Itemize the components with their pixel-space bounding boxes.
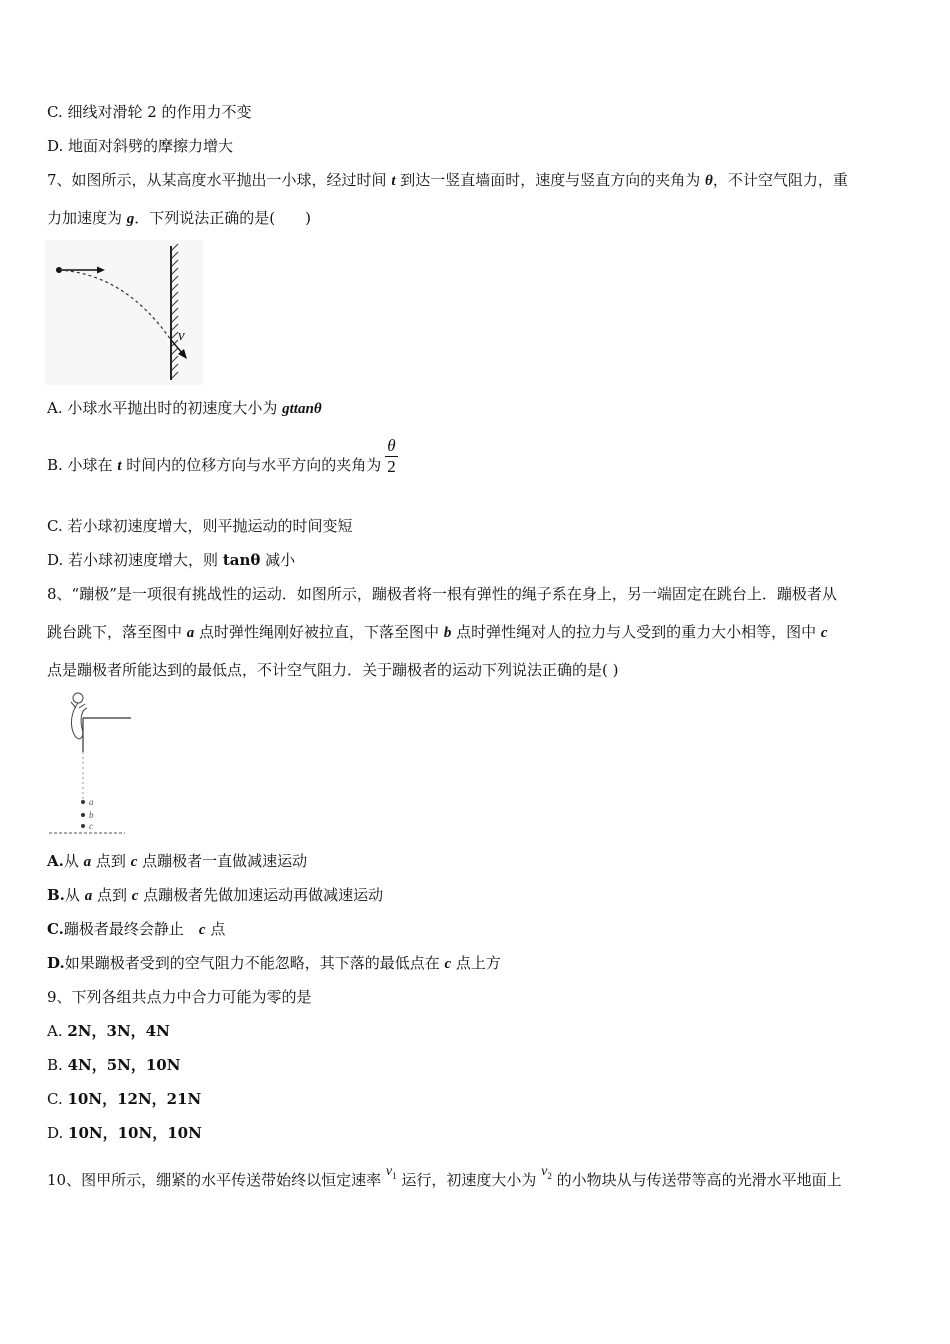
q7-stem-line2: 力加速度为 g．下列说法正确的是( ) — [47, 209, 311, 227]
q8-option-a: A.从 a 点到 c 点蹦极者一直做减速运动 — [47, 852, 308, 870]
q10-stem: 10、图甲所示，绷紧的水平传送带始终以恒定速率 $v_1$ 运行，初速度大小为 $v_2$ 的小物块从与传送带等高的光滑水平地面上 — [47, 1164, 842, 1189]
point-a-label: a — [89, 797, 94, 807]
q8-stem-line1: 8、“蹦极”是一项很有挑战性的运动．如图所示，蹦极者将一根有弹性的绳子系在身上，另一端固定在跳台上．蹦极者从 — [47, 585, 837, 603]
q8-option-d: D.如果蹦极者受到的空气阻力不能忽略，其下落的最低点在 c 点上方 — [47, 954, 501, 972]
q9-option-b: B. 4N，5N，10N — [47, 1056, 181, 1074]
velocity-label: v — [178, 328, 185, 344]
q8-option-b: B.从 a 点到 c 点蹦极者先做加速运动再做减速运动 — [47, 886, 384, 904]
q9-stem: 9、下列各组共点力中合力可能为零的是 — [47, 988, 312, 1006]
q6-option-c: C. 细线对滑轮 2 的作用力不变 — [47, 103, 252, 121]
q7-projectile-figure — [45, 240, 203, 385]
q7-option-a: A. 小球水平抛出时的初速度大小为 gttanθ — [47, 399, 322, 417]
point-c-label: c — [89, 821, 93, 831]
q7-option-c: C. 若小球初速度增大，则平抛运动的时间变短 — [47, 517, 353, 535]
q8-option-c: C.蹦极者最终会静止 c 点 — [47, 920, 226, 938]
v1-symbol: $v_1$ — [385, 1164, 397, 1181]
jumper-icon — [73, 693, 83, 703]
q7-option-b: B. 小球在 t 时间内的位移方向与水平方向的夹角为 $\frac{\theta}{2}$ — [47, 435, 396, 476]
q8-bungee-figure — [45, 688, 135, 838]
q6-option-d: D. 地面对斜劈的摩擦力增大 — [47, 137, 234, 155]
q8-stem-line3: 点是蹦极者所能达到的最低点，不计空气阻力．关于蹦极者的运动下列说法正确的是( ) — [47, 661, 619, 679]
v2-symbol: $v_2$ — [541, 1164, 552, 1181]
q8-stem-line2: 跳台跳下，落至图中 a 点时弹性绳刚好被拉直，下落至图中 b 点时弹性绳对人的拉力与人受到的重力大小相等，图中 c — [47, 623, 828, 641]
q9-option-d: D. 10N，10N，10N — [47, 1124, 202, 1142]
q7-stem-line1: 7、如图所示，从某高度水平抛出一小球，经过时间 t 到达一竖直墙面时，速度与竖直方向的夹角为 θ，不计空气阻力，重 — [47, 171, 848, 189]
point-b-label: b — [89, 810, 94, 820]
q9-option-c: C. 10N，12N，21N — [47, 1090, 202, 1108]
q9-option-a: A. 2N，3N，4N — [47, 1022, 170, 1040]
theta-over-two-fraction: $\frac{\theta}{2}$ — [387, 435, 396, 476]
q7-option-d: D. 若小球初速度增大，则 tanθ 减小 — [47, 551, 296, 569]
